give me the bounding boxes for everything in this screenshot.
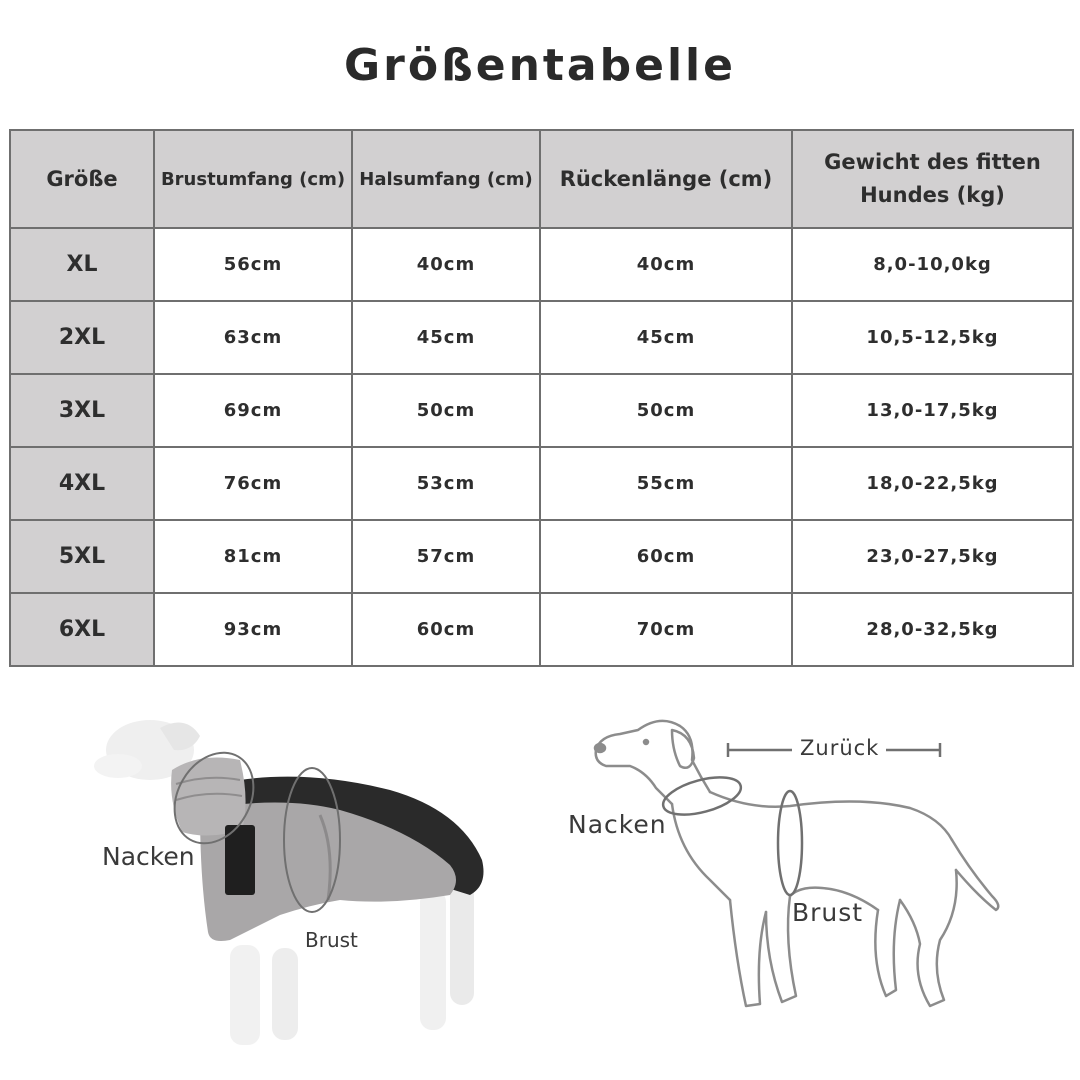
dog-coat-photo — [90, 700, 510, 1060]
photo-chest-label: Brust — [305, 928, 358, 952]
chest-cell: 69cm — [154, 374, 352, 447]
weight-cell: 28,0-32,5kg — [792, 593, 1073, 666]
size-cell: XL — [10, 228, 154, 301]
size-table — [9, 129, 1074, 667]
size-cell: 3XL — [10, 374, 154, 447]
dog-outline-illustration — [560, 700, 1030, 1060]
neck-cell: 40cm — [352, 228, 540, 301]
sketch-chest-label: Brust — [792, 898, 864, 927]
neck-cell: 45cm — [352, 301, 540, 374]
back-length-cell: 70cm — [540, 593, 792, 666]
weight-cell: 10,5-12,5kg — [792, 301, 1073, 374]
dog-coat-illustration — [90, 700, 510, 1060]
back-length-cell: 45cm — [540, 301, 792, 374]
back-length-cell: 40cm — [540, 228, 792, 301]
size-cell: 4XL — [10, 447, 154, 520]
table-row — [10, 228, 1073, 301]
neck-cell: 50cm — [352, 374, 540, 447]
neck-cell: 57cm — [352, 520, 540, 593]
header-neck: Halsumfang (cm) — [352, 130, 540, 228]
table-row — [10, 520, 1073, 593]
back-length-cell: 50cm — [540, 374, 792, 447]
back-length-cell: 60cm — [540, 520, 792, 593]
table-row — [10, 301, 1073, 374]
neck-cell: 60cm — [352, 593, 540, 666]
header-weight: Gewicht des fitten Hundes (kg) — [792, 130, 1073, 228]
chest-cell: 76cm — [154, 447, 352, 520]
sketch-back-label: Zurück — [800, 736, 880, 760]
chest-cell: 93cm — [154, 593, 352, 666]
weight-cell: 8,0-10,0kg — [792, 228, 1073, 301]
page-title: Größentabelle — [344, 40, 736, 91]
table-row — [10, 447, 1073, 520]
header-size: Größe — [10, 130, 154, 228]
table-row — [10, 374, 1073, 447]
size-cell: 5XL — [10, 520, 154, 593]
photo-neck-label: Nacken — [102, 842, 195, 871]
header-chest: Brustumfang (cm) — [154, 130, 352, 228]
dog-measurement-sketch — [560, 700, 1030, 1060]
size-cell: 2XL — [10, 301, 154, 374]
neck-cell: 53cm — [352, 447, 540, 520]
weight-cell: 23,0-27,5kg — [792, 520, 1073, 593]
table-header-row — [10, 130, 1073, 228]
header-back-length: Rückenlänge (cm) — [540, 130, 792, 228]
chest-cell: 56cm — [154, 228, 352, 301]
back-length-cell: 55cm — [540, 447, 792, 520]
weight-cell: 13,0-17,5kg — [792, 374, 1073, 447]
chest-cell: 81cm — [154, 520, 352, 593]
weight-cell: 18,0-22,5kg — [792, 447, 1073, 520]
table-row — [10, 593, 1073, 666]
chest-cell: 63cm — [154, 301, 352, 374]
size-cell: 6XL — [10, 593, 154, 666]
sketch-neck-label: Nacken — [568, 810, 667, 839]
